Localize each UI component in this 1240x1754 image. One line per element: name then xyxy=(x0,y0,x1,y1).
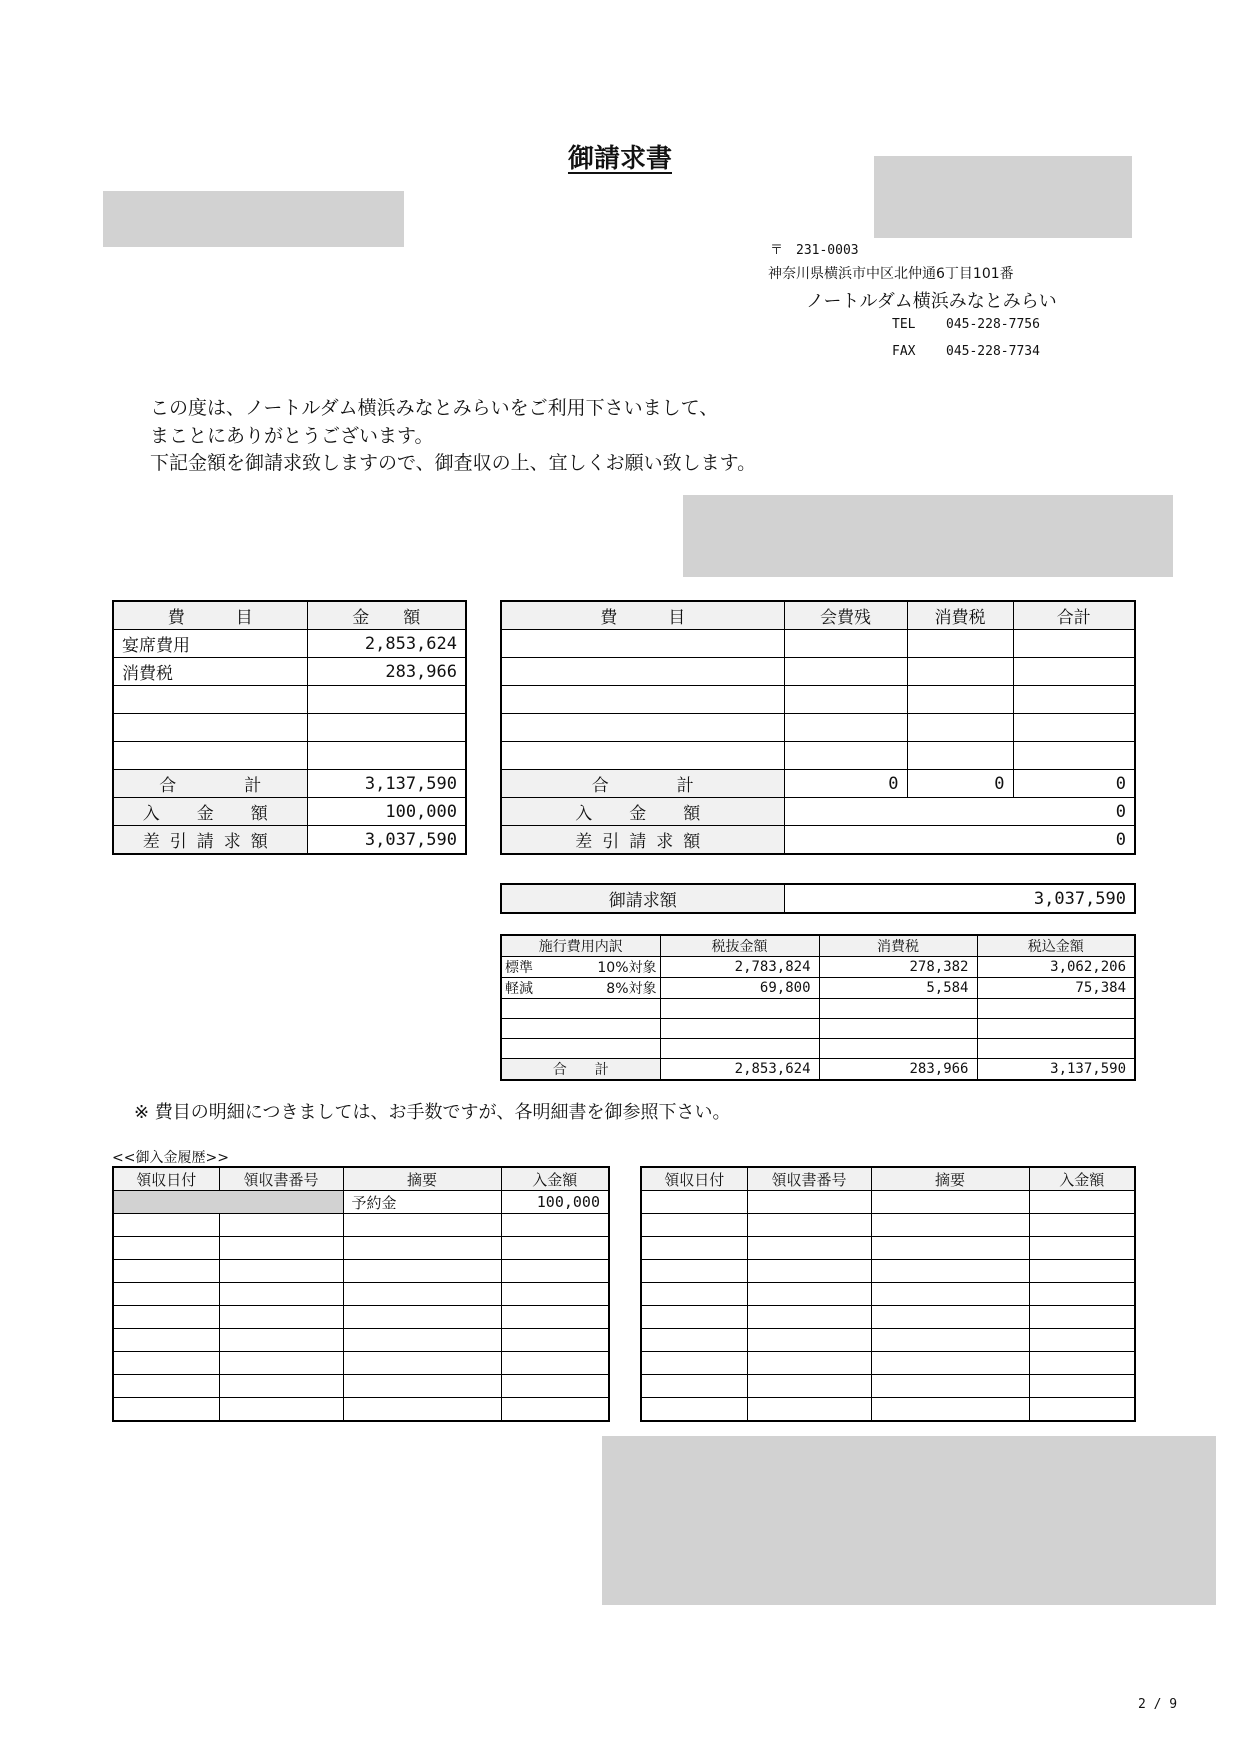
rate-target: 8%対象 xyxy=(606,981,657,997)
balance-label: 差引請求額 xyxy=(113,826,307,855)
paid-label: 入 金 額 xyxy=(113,798,307,826)
header-amount: 金 額 xyxy=(307,601,466,630)
header-remaining: 会費残 xyxy=(784,601,907,630)
incl-amount: 75,384 xyxy=(977,978,1135,999)
table-row xyxy=(641,1375,1135,1398)
table-row xyxy=(113,1352,609,1375)
paid-amount: 100,000 xyxy=(307,798,466,826)
breakdown-table xyxy=(500,934,1136,1081)
header-tax: 消費税 xyxy=(819,935,977,957)
row-amount xyxy=(307,686,466,714)
invoice-amount-value: 3,037,590 xyxy=(784,884,1135,913)
table-row xyxy=(113,630,466,658)
reference-note: ※ 費目の明細につきましては、お手数ですが、各明細書を御参照下さい。 xyxy=(134,1102,731,1123)
table-row xyxy=(501,978,1135,999)
table-row xyxy=(113,1306,609,1329)
page-number: 2 / 9 xyxy=(1138,1697,1178,1712)
paid-row xyxy=(113,798,466,826)
tax-amount: 5,584 xyxy=(819,978,977,999)
tax-amount: 278,382 xyxy=(819,957,977,978)
summary-table-left xyxy=(112,600,467,855)
summary-table-right xyxy=(500,600,1136,855)
balance-label: 差引請求額 xyxy=(501,826,784,855)
rate-target: 10%対象 xyxy=(597,960,657,976)
table-row xyxy=(501,999,1135,1019)
header-amount: 入金額 xyxy=(1029,1167,1135,1191)
intro-line-1: この度は、ノートルダム横浜みなとみらいをご利用下さいまして、 xyxy=(150,397,719,419)
header-item: 費 目 xyxy=(501,601,784,630)
table-row xyxy=(501,630,1135,658)
row-item xyxy=(113,686,307,714)
sender-tel-label: TEL xyxy=(892,317,916,332)
table-row xyxy=(501,714,1135,742)
history-table-right xyxy=(640,1166,1136,1422)
redacted-stamp xyxy=(874,156,1132,238)
table-row xyxy=(113,1398,609,1422)
table-row xyxy=(641,1214,1135,1237)
table-row xyxy=(501,1039,1135,1059)
row-amount xyxy=(307,714,466,742)
header-memo: 摘要 xyxy=(871,1167,1029,1191)
total-tax: 0 xyxy=(907,770,1013,798)
table-row xyxy=(641,1260,1135,1283)
row-amount xyxy=(307,742,466,770)
row-item xyxy=(113,742,307,770)
history-table-left xyxy=(112,1166,610,1422)
sender-tel: 045-228-7756 xyxy=(946,317,1040,332)
total-remaining: 0 xyxy=(784,770,907,798)
redacted-event-info xyxy=(683,495,1173,577)
paid-amount: 0 xyxy=(784,798,1135,826)
invoice-amount-table xyxy=(500,883,1136,914)
row-item xyxy=(113,714,307,742)
total-excl: 2,853,624 xyxy=(660,1059,819,1081)
header-receipt-number: 領収書番号 xyxy=(219,1167,343,1191)
table-row xyxy=(641,1306,1135,1329)
sender-name: ノートルダム横浜みなとみらい xyxy=(806,291,1057,312)
header-memo: 摘要 xyxy=(343,1167,501,1191)
header-breakdown: 施行費用内訳 xyxy=(501,935,660,957)
history-title: <<御入金履歴>> xyxy=(112,1150,229,1166)
table-row xyxy=(641,1237,1135,1260)
row-amount: 283,966 xyxy=(307,658,466,686)
table-row xyxy=(113,1214,609,1237)
table-row xyxy=(501,957,1135,978)
table-row xyxy=(641,1283,1135,1306)
invoice-amount-label: 御請求額 xyxy=(501,884,784,913)
intro-line-2: まことにありがとうございます。 xyxy=(150,425,434,447)
table-row xyxy=(113,1329,609,1352)
redacted-receipt-number xyxy=(219,1191,343,1214)
total-total: 0 xyxy=(1013,770,1135,798)
table-row xyxy=(113,742,466,770)
header-receipt-date: 領収日付 xyxy=(641,1167,747,1191)
header-receipt-number: 領収書番号 xyxy=(747,1167,871,1191)
rate-type: 標準 xyxy=(505,960,533,976)
total-row xyxy=(501,770,1135,798)
balance-amount: 0 xyxy=(784,826,1135,855)
row-item: 消費税 xyxy=(113,658,307,686)
paid-label: 入 金 額 xyxy=(501,798,784,826)
table-row xyxy=(501,742,1135,770)
table-row xyxy=(501,658,1135,686)
header-excl: 税抜金額 xyxy=(660,935,819,957)
header-amount: 入金額 xyxy=(501,1167,609,1191)
table-row xyxy=(641,1398,1135,1422)
balance-row xyxy=(501,826,1135,855)
rate-type: 軽減 xyxy=(505,981,533,997)
sender-postal: 〒 231-0003 xyxy=(770,243,859,258)
table-row xyxy=(113,658,466,686)
table-row xyxy=(113,686,466,714)
total-row xyxy=(113,770,466,798)
header-receipt-date: 領収日付 xyxy=(113,1167,219,1191)
sender-fax-label: FAX xyxy=(892,344,916,359)
sender-address: 神奈川県横浜市中区北仲通6丁目101番 xyxy=(768,266,1014,282)
balance-row xyxy=(113,826,466,855)
redacted-recipient xyxy=(103,191,404,247)
total-tax: 283,966 xyxy=(819,1059,977,1081)
total-amount: 3,137,590 xyxy=(307,770,466,798)
table-row xyxy=(641,1329,1135,1352)
table-row xyxy=(113,1191,609,1214)
redacted-bank-info xyxy=(602,1436,1216,1605)
table-row xyxy=(113,1260,609,1283)
table-row xyxy=(113,714,466,742)
table-row xyxy=(641,1191,1135,1214)
sender-fax: 045-228-7734 xyxy=(946,344,1040,359)
table-row xyxy=(501,1019,1135,1039)
rate-cell xyxy=(501,978,660,999)
memo: 予約金 xyxy=(343,1191,501,1214)
table-row xyxy=(113,1283,609,1306)
balance-amount: 3,037,590 xyxy=(307,826,466,855)
row-item: 宴席費用 xyxy=(113,630,307,658)
header-incl: 税込金額 xyxy=(977,935,1135,957)
rate-cell xyxy=(501,957,660,978)
table-row xyxy=(113,1237,609,1260)
total-label: 合 計 xyxy=(501,770,784,798)
table-row xyxy=(641,1352,1135,1375)
header-item: 費 目 xyxy=(113,601,307,630)
total-label: 合 計 xyxy=(113,770,307,798)
document-title: 御請求書 xyxy=(567,144,672,174)
total-label: 合 計 xyxy=(501,1059,660,1081)
excl-amount: 2,783,824 xyxy=(660,957,819,978)
table-row xyxy=(501,686,1135,714)
table-row xyxy=(113,1375,609,1398)
row-amount: 2,853,624 xyxy=(307,630,466,658)
paid-row xyxy=(501,798,1135,826)
incl-amount: 3,062,206 xyxy=(977,957,1135,978)
excl-amount: 69,800 xyxy=(660,978,819,999)
header-total: 合計 xyxy=(1013,601,1135,630)
redacted-date xyxy=(113,1191,219,1214)
amount: 100,000 xyxy=(501,1191,609,1214)
header-tax: 消費税 xyxy=(907,601,1013,630)
total-row xyxy=(501,1059,1135,1081)
total-incl: 3,137,590 xyxy=(977,1059,1135,1081)
intro-line-3: 下記金額を御請求致しますので、御査収の上、宜しくお願い致します。 xyxy=(150,452,757,474)
